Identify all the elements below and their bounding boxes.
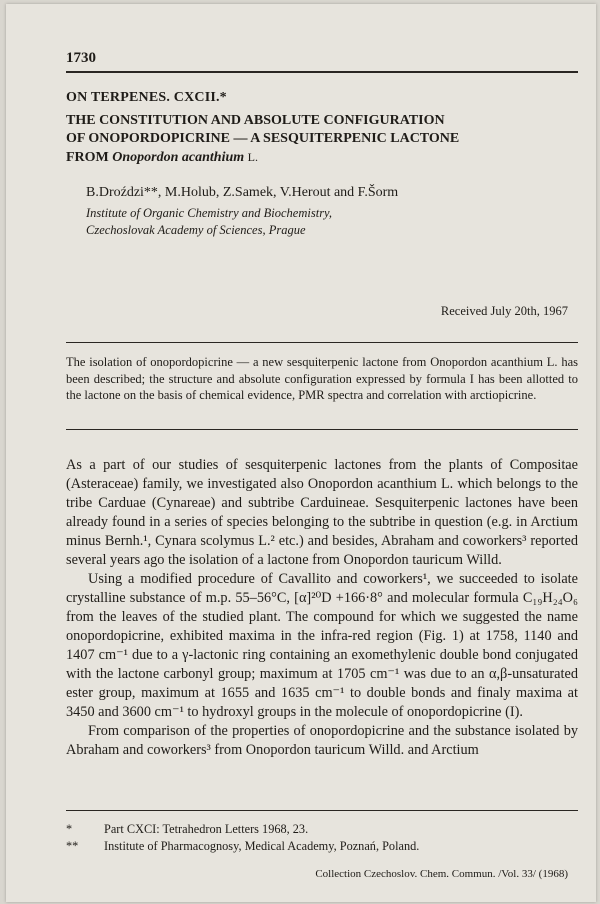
footnote-mark: * — [66, 822, 73, 836]
footnote-1 — [66, 821, 419, 838]
abstract-top-rule — [66, 342, 578, 343]
header-rule — [66, 71, 578, 73]
affiliation — [86, 205, 332, 239]
collection-footer: Collection Czechoslov. Chem. Commun. /Vol. 33/ (1968) — [315, 868, 568, 880]
body-paragraph-2: Using a modified procedure of Cavallito and coworkers¹, we succeeded to isolate crystalline substance of m.p. 55–56°C, [α]²⁰D +166·8° and molecular formula C₁₉H₂₄O₆ from the leaves of the studied plant. The compound for which we suggested the name onopordopicrine, exhibited maxima in the infra-red region (Fig. 1) at 1758, 1140 and 1407 cm⁻¹ due to a γ-lactonic ring containing an exomethylenic double bond conjugated with the lactone carbonyl group; maximum at 1705 cm⁻¹ was due to an α,β-unsaturated ester group, maximum at 1655 and 1635 cm⁻¹ to double bonds and finaly maxima at 3450 and 3600 cm⁻¹ to hydroxyl groups in the molecule of onopordopicrine (I). — [66, 571, 578, 720]
body-paragraph-1: As a part of our studies of sesquiterpenic lactones from the plants of Compositae (Asteraceae) family, we investigated also Onopordon acanthium L. which belongs to the tribe Carduae (Cynareae) and subtribe Carduineae. Sesquiterpenic lactones have been already found in a series of species belonging to the subtribe in question (e.g. in Arctium minus Bernh.¹, Cynara scolymus L.² etc.) and besides, Abraham and coworkers³ reported several years ago the isolation of a lactone from Onopordon tauricum Willd. — [66, 457, 578, 568]
received-date: Received July 20th, 1967 — [440, 304, 568, 318]
footnote-2 — [66, 838, 419, 855]
body-text — [66, 456, 578, 760]
footnote-rule — [66, 810, 578, 811]
body-paragraph-3: From comparison of the properties of onopordopicrine and the substance isolated by Abraham and coworkers³ from Onopordon tauricum Willd. and Arctium — [66, 723, 578, 758]
article-title — [66, 112, 586, 167]
footnotes — [66, 821, 419, 855]
footnote-text: Part CXCI: Tetrahedron Letters 1968, 23. — [104, 822, 309, 836]
title-line-2: OF ONOPORDOPICRINE — A SESQUITERPENIC LACTONE — [66, 131, 460, 146]
series-title: ON TERPENES. CXCII.* — [66, 90, 227, 105]
journal-page — [6, 4, 596, 902]
title-line-3-suffix: L. — [247, 150, 258, 164]
page-number: 1730 — [66, 50, 96, 66]
title-line-3-prefix: FROM — [66, 150, 109, 165]
title-species: Onopordon acanthium — [112, 150, 245, 165]
title-line-1: THE CONSTITUTION AND ABSOLUTE CONFIGURATION — [66, 113, 445, 128]
authors: B.Droździ**, M.Holub, Z.Samek, V.Herout and F.Šorm — [86, 185, 399, 200]
abstract: The isolation of onopordopicrine — a new sesquiterpenic lactone from Onopordon acanthium L. has been described; the structure and absolute configuration expressed by formula I has been allotted to the lactone on the basis of chemical evidence, PMR spectra and correlation with arctiopicrine. — [66, 355, 578, 402]
affiliation-line-2: Czechoslovak Academy of Sciences, Prague — [86, 223, 306, 237]
footnote-mark: ** — [66, 839, 79, 853]
footnote-text: Institute of Pharmacognosy, Medical Academy, Poznań, Poland. — [104, 839, 420, 853]
abstract-bottom-rule — [66, 429, 578, 430]
title-line-3 — [66, 148, 586, 167]
affiliation-line-1: Institute of Organic Chemistry and Biochemistry, — [86, 206, 333, 220]
